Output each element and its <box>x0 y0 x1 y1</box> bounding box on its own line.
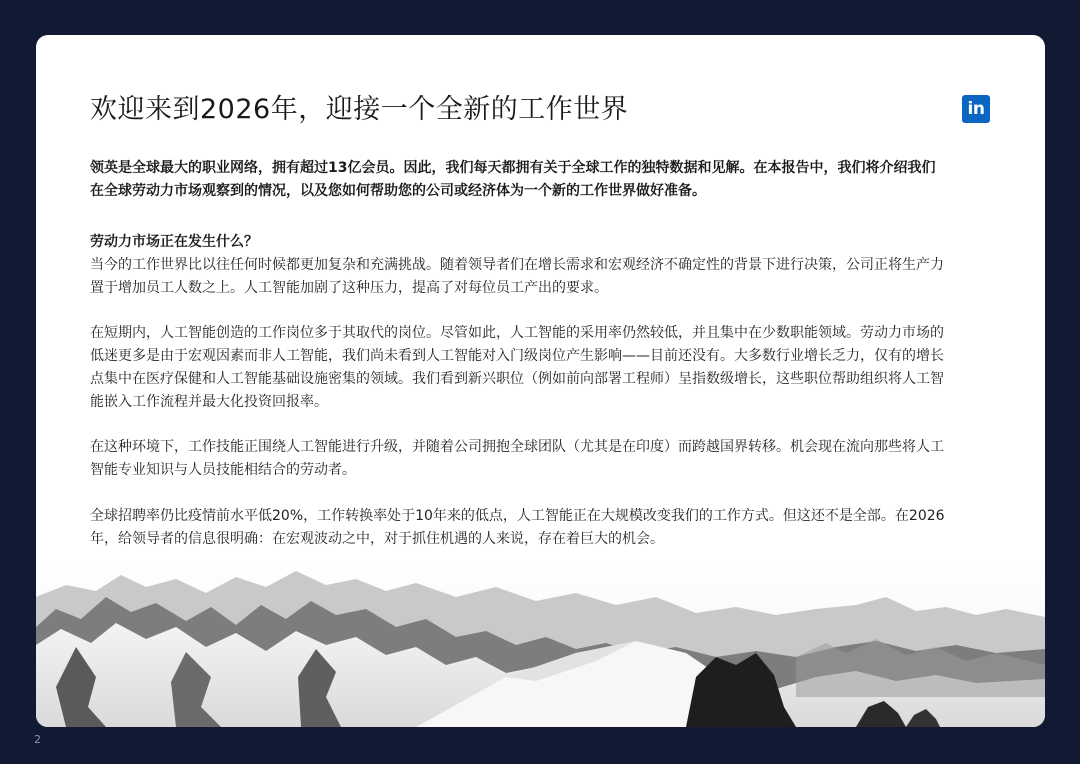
body-paragraph-2: 在短期内，人工智能创造的工作岗位多于其取代的岗位。尽管如此，人工智能的采用率仍然较低，并且集中在少数职能领域。劳动力市场的低迷更多是由于宏观因素而非人工智能，我们尚未看到人工智能对入门级岗位产生影响——目前还没有。大多数行业增长乏力，仅有的增长点集中在医疗保健和人工智能基础设施密集的领域。我们看到新兴职位（例如前向部署工程师）呈指数级增长，这些职位帮助组织将人工智能嵌入工作流程并最大化投资回报率。 <box>90 325 944 410</box>
intro-paragraph: 领英是全球最大的职业网络，拥有超过13亿会员。因此，我们每天都拥有关于全球工作的独特数据和见解。在本报告中，我们将介绍我们在全球劳动力市场观察到的情况，以及您如何帮助您的公司或经济体为一个新的工作世界做好准备。 <box>90 160 936 199</box>
page-title: 欢迎来到2026年，迎接一个全新的工作世界 <box>90 94 629 125</box>
body-paragraph-3: 在这种环境下，工作技能正围绕人工智能进行升级，并随着公司拥抱全球团队（尤其是在印度）而跨越国界转移。机会现在流向那些将人工智能专业知识与人员技能相结合的劳动者。 <box>90 439 944 478</box>
section-heading: 劳动力市场正在发生什么？ <box>90 234 258 250</box>
report-page <box>36 35 1045 727</box>
page-number: 2 <box>34 733 41 746</box>
body-paragraph-4: 全球招聘率仍比疫情前水平低20%，工作转换率处于10年来的低点，人工智能正在大规模改变我们的工作方式。但这还不是全部。在2026年，给领导者的信息很明确：在宏观波动之中，对于抓住机遇的人来说，存在着巨大的机会。 <box>90 508 945 547</box>
body-paragraph-1: 当今的工作世界比以往任何时候都更加复杂和充满挑战。随着领导者们在增长需求和宏观经济不确定性的背景下进行决策，公司正将生产力置于增加员工人数之上。人工智能加剧了这种压力，提高了对每位员工产出的要求。 <box>90 257 944 296</box>
linkedin-logo-icon: in <box>962 95 990 123</box>
mountain-landscape-image <box>36 557 1045 727</box>
